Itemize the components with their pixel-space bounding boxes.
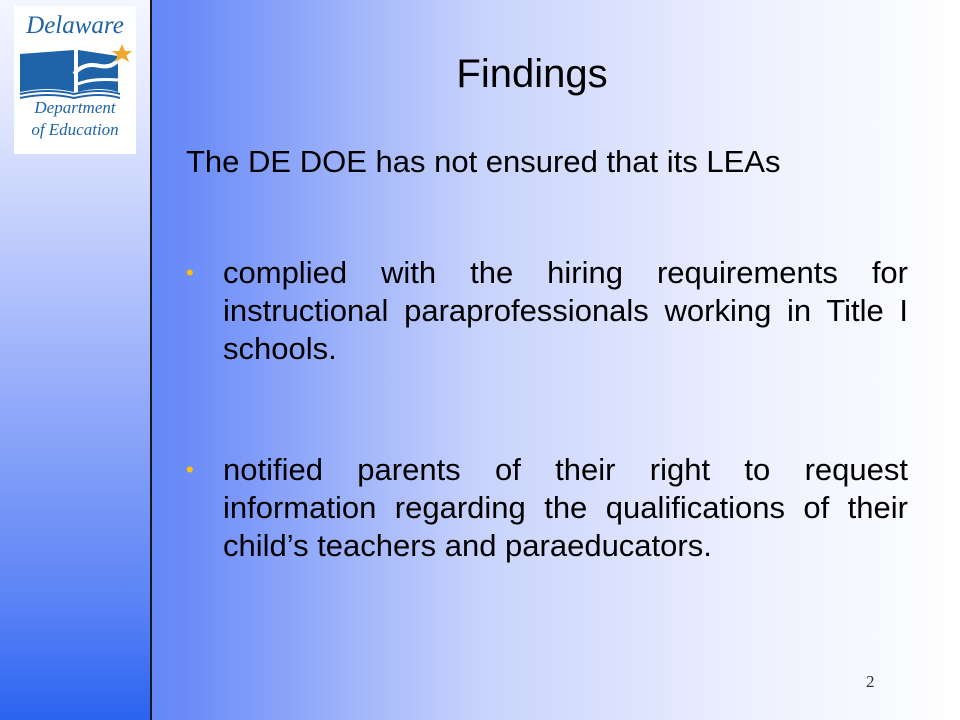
sidebar-panel [0, 0, 152, 720]
intro-text: The DE DOE has not ensured that its LEAs [186, 144, 781, 179]
delaware-doe-logo [14, 6, 136, 154]
logo-word-delaware: Delaware [26, 12, 124, 39]
open-book-icon [14, 40, 136, 100]
page-number: 2 [866, 672, 875, 691]
bullet-text: notified parents of their right to request information regarding the qualifications of their child’s teachers and paraeducators. [223, 452, 908, 563]
bullet-marker: • [186, 260, 194, 285]
slide-title: Findings [456, 52, 608, 96]
bullet-text: complied with the hiring requirements for instructional paraprofessionals working in Title I schools. [223, 255, 908, 366]
bullet-marker: • [186, 457, 194, 482]
bullet-item [186, 451, 908, 565]
logo-word-of-education: of Education [31, 120, 119, 139]
logo-word-department: Department [34, 98, 116, 117]
bullet-item [186, 254, 908, 368]
